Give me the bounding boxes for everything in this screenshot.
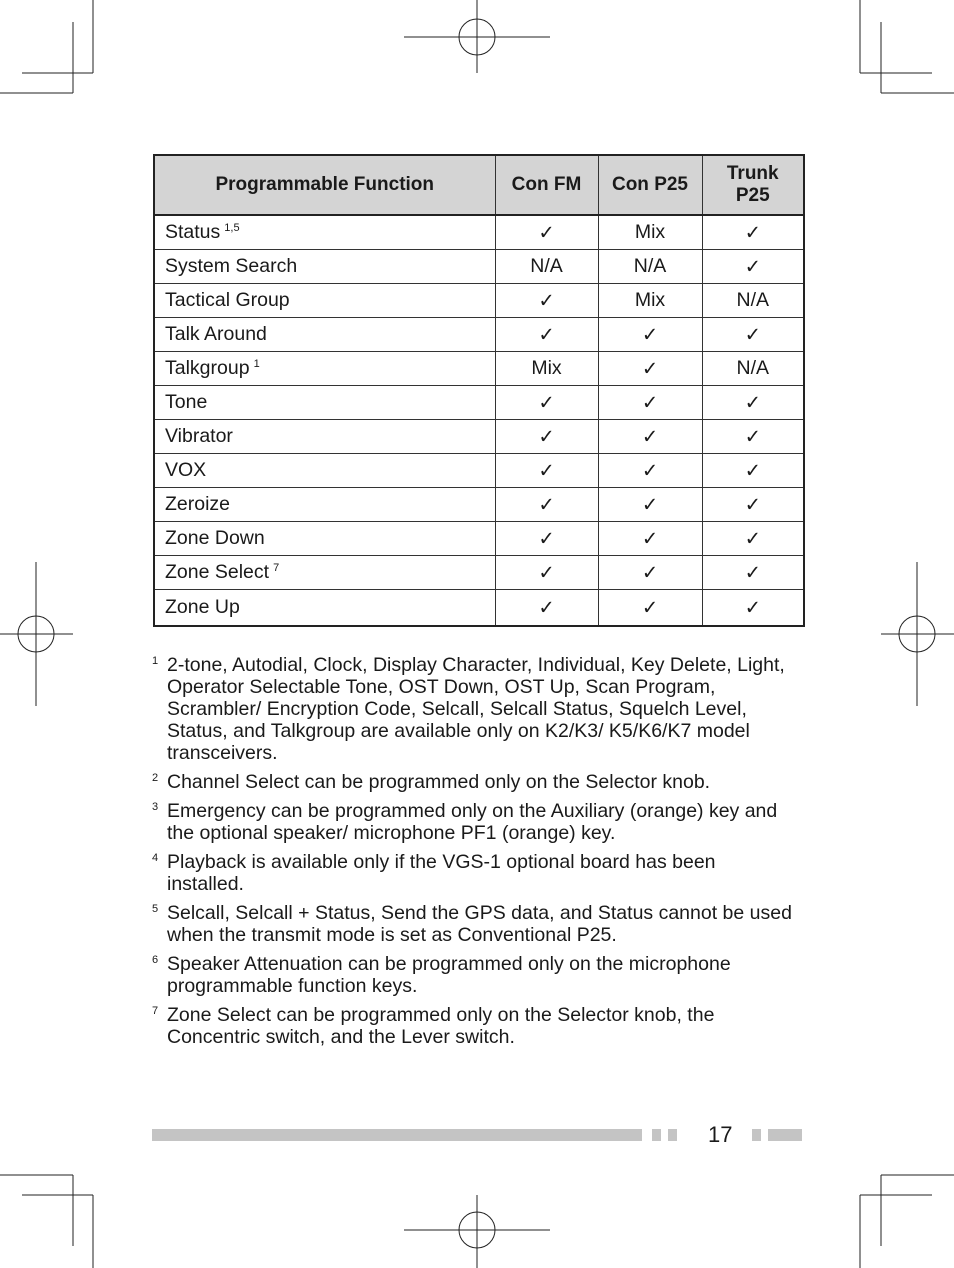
function-cell <box>154 420 495 454</box>
footnote <box>152 654 792 764</box>
trunk-p25-cell: ✓ <box>702 556 804 590</box>
footnote-number: 5 <box>152 903 159 915</box>
con-p25-cell: N/A <box>598 250 702 284</box>
table-row <box>154 215 804 250</box>
trunk-p25-cell: ✓ <box>702 454 804 488</box>
footer-square <box>652 1129 661 1141</box>
function-cell <box>154 250 495 284</box>
footnote-text: Zone Select can be programmed only on the Selector knob, the Concentric switch, and the Lever switch. <box>167 1004 715 1048</box>
footer-square <box>752 1129 761 1141</box>
con-fm-cell: ✓ <box>495 386 598 420</box>
con-p25-cell: Mix <box>598 215 702 250</box>
footer-bar-left <box>152 1129 642 1141</box>
con-fm-cell: ✓ <box>495 284 598 318</box>
function-cell <box>154 386 495 420</box>
table-row <box>154 352 804 386</box>
table-row <box>154 454 804 488</box>
header-trunk-line1: Trunk <box>726 163 779 184</box>
function-cell <box>154 318 495 352</box>
con-fm-cell: N/A <box>495 250 598 284</box>
footnote-number: 3 <box>152 801 159 813</box>
footnote <box>152 800 792 844</box>
function-name: Talk Around <box>165 323 267 345</box>
footnote <box>152 902 792 946</box>
function-name: Vibrator <box>165 425 233 447</box>
function-cell <box>154 284 495 318</box>
function-cell <box>154 454 495 488</box>
footnote-text: Emergency can be programmed only on the Auxiliary (orange) key and the optional speaker/ microphone PF1 (orange) key. <box>167 800 778 844</box>
trunk-p25-cell: ✓ <box>702 522 804 556</box>
function-name: Zeroize <box>165 493 231 515</box>
function-name: VOX <box>165 459 207 481</box>
footnote-text: 2-tone, Autodial, Clock, Display Character, Individual, Key Delete, Light, Operator Selectable Tone, OST Down, OST Up, Scan Program, Scrambler/ Encryption Code, Selcall, Selcall Status, Squelch Level, Status, and Talkgroup are available only on K2/K3/ K5/K6/K7 model transceivers. <box>167 654 785 764</box>
footnote-number: 6 <box>152 954 159 966</box>
table-row <box>154 250 804 284</box>
con-fm-cell: ✓ <box>495 590 598 627</box>
function-cell <box>154 590 495 627</box>
footer-square <box>668 1129 677 1141</box>
function-name: Talkgroup <box>165 357 250 379</box>
trunk-p25-cell: N/A <box>702 284 804 318</box>
con-p25-cell: ✓ <box>598 454 702 488</box>
footnote <box>152 851 792 895</box>
table-row <box>154 318 804 352</box>
function-name: Tactical Group <box>165 289 290 311</box>
footnote-text: Speaker Attenuation can be programmed only on the microphone programmable function keys. <box>167 953 731 997</box>
footnote-ref: 1,5 <box>224 222 240 234</box>
table-row <box>154 420 804 454</box>
table-header-row <box>154 155 804 215</box>
header-con-p25: Con P25 <box>598 155 702 215</box>
con-fm-cell: ✓ <box>495 454 598 488</box>
programmable-function-table <box>153 154 805 627</box>
page-number: 17 <box>708 1122 733 1147</box>
con-p25-cell: ✓ <box>598 318 702 352</box>
function-cell <box>154 215 495 250</box>
footnote-number: 4 <box>152 852 159 864</box>
trunk-p25-cell: ✓ <box>702 215 804 250</box>
function-cell <box>154 556 495 590</box>
table-row <box>154 556 804 590</box>
con-p25-cell: ✓ <box>598 590 702 627</box>
footnote-text: Playback is available only if the VGS-1 optional board has been installed. <box>167 851 716 895</box>
con-p25-cell: ✓ <box>598 488 702 522</box>
header-programmable-function: Programmable Function <box>154 155 495 215</box>
footnote-number: 7 <box>152 1005 159 1017</box>
con-p25-cell: ✓ <box>598 522 702 556</box>
function-name: System Search <box>165 255 298 277</box>
footnotes-list <box>152 654 792 1055</box>
footnote <box>152 771 792 793</box>
trunk-p25-cell: ✓ <box>702 420 804 454</box>
function-name: Tone <box>165 391 208 413</box>
trunk-p25-cell: N/A <box>702 352 804 386</box>
footnote-number: 2 <box>152 772 159 784</box>
con-p25-cell: Mix <box>598 284 702 318</box>
con-fm-cell: ✓ <box>495 420 598 454</box>
footer-bar-right <box>768 1129 802 1141</box>
con-fm-cell: ✓ <box>495 488 598 522</box>
table-row <box>154 386 804 420</box>
trunk-p25-cell: ✓ <box>702 250 804 284</box>
footnote <box>152 953 792 997</box>
header-trunk-p25 <box>702 155 804 215</box>
footnote-ref: 1 <box>253 358 260 370</box>
function-name: Status <box>165 221 221 243</box>
table-row <box>154 522 804 556</box>
con-fm-cell: ✓ <box>495 522 598 556</box>
con-fm-cell: ✓ <box>495 215 598 250</box>
header-con-fm: Con FM <box>495 155 598 215</box>
con-p25-cell: ✓ <box>598 352 702 386</box>
function-name: Zone Down <box>165 527 265 549</box>
table-row <box>154 590 804 627</box>
table-row <box>154 284 804 318</box>
con-fm-cell: ✓ <box>495 556 598 590</box>
table-row <box>154 488 804 522</box>
function-name: Zone Up <box>165 596 240 618</box>
function-cell <box>154 352 495 386</box>
footnote-text: Selcall, Selcall + Status, Send the GPS data, and Status cannot be used when the transmit mode is set as Conventional P25. <box>167 902 792 946</box>
footnote-ref: 7 <box>273 562 280 574</box>
function-cell <box>154 488 495 522</box>
con-p25-cell: ✓ <box>598 386 702 420</box>
con-fm-cell: Mix <box>495 352 598 386</box>
header-trunk-line2: P25 <box>735 185 770 206</box>
con-fm-cell: ✓ <box>495 318 598 352</box>
footnote <box>152 1004 792 1048</box>
trunk-p25-cell: ✓ <box>702 590 804 627</box>
footnote-text: Channel Select can be programmed only on the Selector knob. <box>167 771 711 793</box>
footnote-number: 1 <box>152 655 159 667</box>
table-body <box>154 215 804 626</box>
trunk-p25-cell: ✓ <box>702 386 804 420</box>
trunk-p25-cell: ✓ <box>702 488 804 522</box>
con-p25-cell: ✓ <box>598 556 702 590</box>
trunk-p25-cell: ✓ <box>702 318 804 352</box>
con-p25-cell: ✓ <box>598 420 702 454</box>
function-name: Zone Select <box>165 561 270 583</box>
function-cell <box>154 522 495 556</box>
